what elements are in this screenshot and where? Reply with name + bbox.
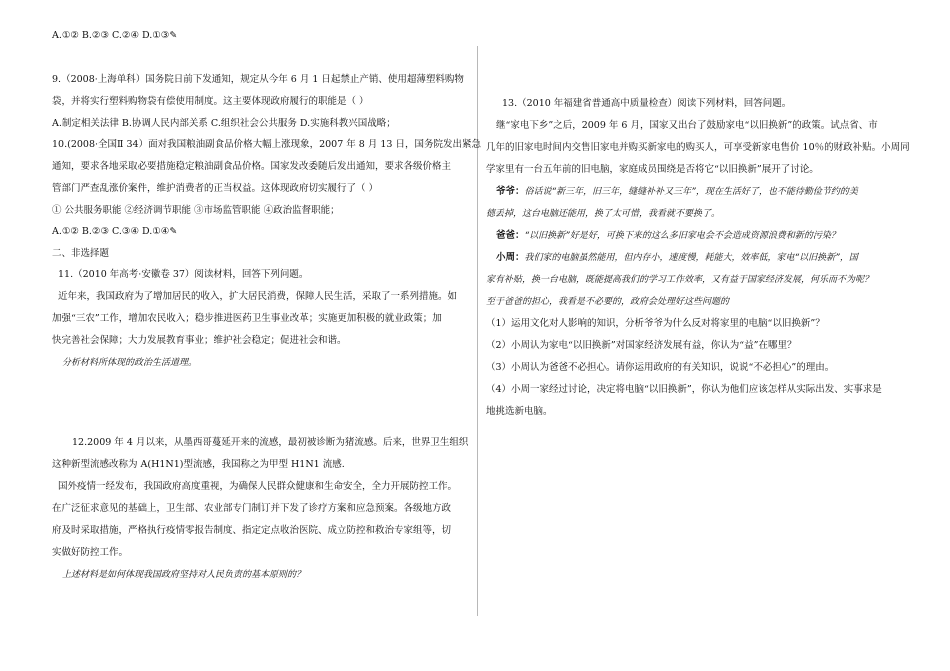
section-heading: 二、非选择题: [52, 248, 110, 259]
q10-items: ① 公共服务职能 ②经济调节职能 ③市场监管职能 ④政治监督职能；: [52, 205, 340, 216]
q11-text-line2: 近年来，我国政府为了增加居民的收入，扩大居民消费，保障人民生活，采取了一系列措施。如: [58, 291, 458, 302]
sub-question-4-line1: （4）小周一家经过讨论，决定将电脑“以旧换新”，你认为他们应该怎样从实际出发、实事求是: [486, 384, 882, 395]
q12-text-line5: 府及时采取措施，严格执行疫情零报告制度、指定定点收治医院、成立防控和救治专家组等，切: [52, 525, 452, 536]
dad-text: “以旧换新”好是好，可换下来的这么多旧家电会不会造成资源浪费和新的污染？: [524, 231, 840, 241]
grandpa-text: 俗话说“新三年，旧三年，缝缝补补又三年”，现在生活好了，也不能待勤俭节约的美: [524, 187, 858, 197]
dad-statement: [496, 230, 840, 242]
sub-question-3: （3）小周认为爸爸不必担心。请你运用政府的有关知识，说说“不必担心”的理由。: [486, 362, 835, 373]
q11-question: 分析材料所体现的政治生活道理。: [62, 358, 198, 368]
grandpa-statement-line2: 德丢掉，这台电脑还能用，换了太可惜，我看就不要换了。: [486, 209, 721, 219]
q8-options: A.①② B.②③ C.②④ D.①③✎: [52, 30, 178, 41]
q12-text-line1: 12.2009 年 4 月以来，从墨西哥蔓延开来的流感，最初被诊断为猪流感。后来，世界卫生组织: [72, 437, 469, 448]
q9-text-line1: 9.（2008·上海单科）国务院日前下发通知，规定从今年 6 月 1 日起禁止产销、使用超薄塑料购物: [52, 74, 464, 85]
q12-question: 上述材料是如何体现我国政府坚持对人民负责的基本原则的？: [62, 570, 306, 580]
xiaozhou-statement-line2: 家有补贴，换一台电脑，既能提高我们的学习工作效率，又有益于国家经济发展，何乐而不为呢？: [486, 275, 874, 285]
grandpa-statement-line1: [496, 186, 858, 198]
q13-text-line1: 13.（2010 年福建省普通高中质量检查）阅读下列材料，回答问题。: [502, 98, 792, 109]
sub-question-4-line2: 地挑选新电脑。: [486, 406, 553, 417]
q10-text-line2: 通知，要求各地采取必要措施稳定粮油副食品价格。国家发改委随后发出通知，要求各级价格主: [52, 161, 452, 172]
sub-question-1: （1）运用文化对人影响的知识，分析爷爷为什么反对将家里的电脑“以旧换新”？: [486, 318, 825, 329]
grandpa-label: 爷爷：: [496, 186, 525, 197]
sub-question-2: （2）小周认为家电“以旧换新”对国家经济发展有益，你认为“益”在哪里？: [486, 340, 797, 351]
q11-text-line4: 快完善社会保障；大力发展教育事业；维护社会稳定；促进社会和谐。: [52, 335, 347, 346]
q10-text-line1: 10.(2008·全国Ⅱ 34）面对我国粮油副食品价格大幅上涨现象，2007 年 8 月 13 日，国务院发出紧急: [52, 139, 481, 150]
dad-label: 爸爸：: [496, 230, 525, 241]
q12-text-line3: 国外疫情一经发布，我国政府高度重视，为确保人民群众健康和生命安全，全力开展防控工作。: [58, 481, 458, 492]
q11-text-line3: 加强“三农”工作，增加农民收入；稳步推进医药卫生事业改革；实施更加积极的就业政策；加: [52, 313, 442, 324]
xiaozhou-text: 我们家的电脑虽然能用，但内存小，速度慢，耗能大，效率低，家电“以旧换新”，国: [524, 253, 858, 263]
q12-text-line6: 实做好防控工作。: [52, 547, 129, 558]
xiaozhou-statement-line3: 至于爸爸的担心，我看是不必要的，政府会处理好这些问题的: [486, 297, 730, 307]
q9-options: A.制定相关法律 B.协调人民内部关系 C.组织社会公共服务 D.实施科教兴国战略；: [52, 118, 396, 129]
q10-options: A.①② B.②③ C.③④ D.①④✎: [52, 226, 178, 237]
q12-text-line4: 在广泛征求意见的基础上，卫生部、农业部专门制订并下发了诊疗方案和应急预案。各级地方政: [52, 503, 452, 514]
xiaozhou-statement-line1: [496, 252, 858, 264]
q11-text-line1: 11.（2010 年高考·安徽卷 37）阅读材料，回答下列问题。: [58, 269, 309, 280]
q12-text-line2: 这种新型流感改称为 A(H1N1)型流感，我国称之为甲型 H1N1 流感.: [52, 459, 345, 470]
q13-text-line4: 学家里有一台五年前的旧电脑，家庭成员围绕是否将它“以旧换新”展开了讨论。: [486, 164, 819, 175]
q13-text-line2: 继“家电下乡”之后，2009 年 6 月，国家又出台了鼓励家电“以旧换新”的政策。试点省、市: [496, 120, 878, 131]
q13-text-line3: 几年的旧家电时间内交售旧家电并购买新家电的购买人，可享受新家电售价 10％的财政补贴。小周同: [486, 142, 910, 153]
q9-text-line2: 袋，并将实行塑料购物袋有偿使用制度。这主要体现政府履行的职能是（ ）: [52, 96, 369, 107]
xiaozhou-label: 小周：: [496, 252, 525, 263]
column-divider: [477, 46, 478, 616]
q10-text-line3: 管部门严查乱涨价案件，维护消费者的正当权益。这体现政府切实履行了（ ）: [52, 183, 379, 194]
